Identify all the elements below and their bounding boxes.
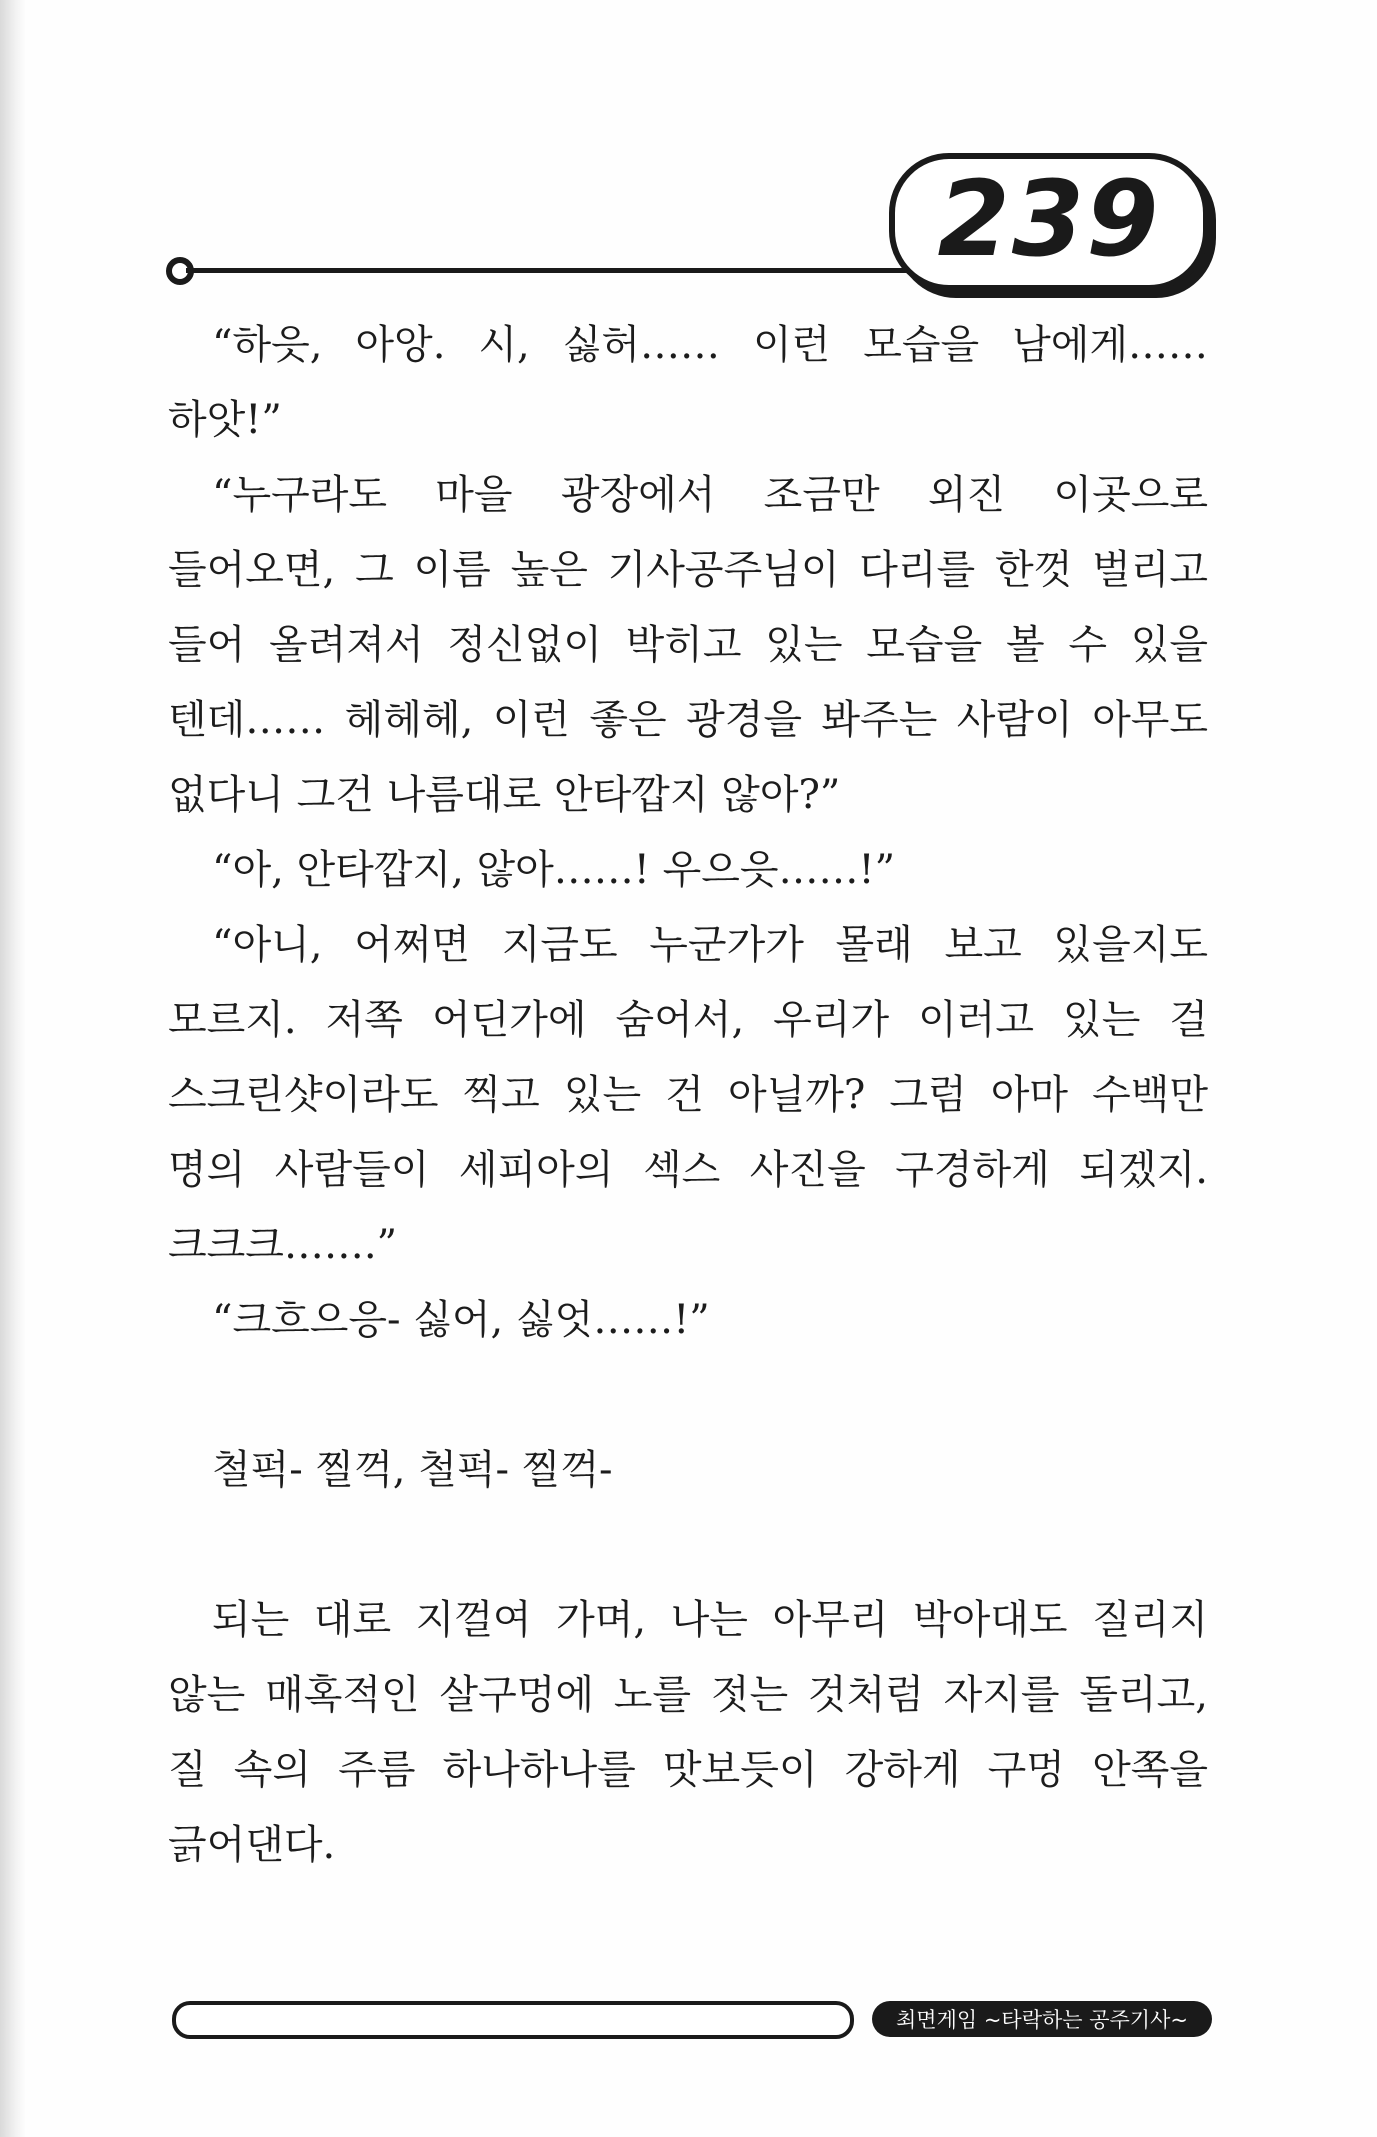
body-text (168, 308, 1208, 1883)
header-rule (186, 268, 916, 273)
sound-effect-line: 철퍽- 찔꺽, 철퍽- 찔꺽- (212, 1447, 613, 1493)
book-title: 최면게임 ~타락하는 공주기사~ (896, 2008, 1188, 2032)
paragraph: “하읏, 아앙. 시, 싫허…… 이런 모습을 남에게…… 하앗!” (168, 322, 1208, 443)
footer-title-badge (872, 2001, 1212, 2037)
paragraph: “아니, 어쩌면 지금도 누군가가 몰래 보고 있을지도 모르지. 저쪽 어딘가에 숨어서, 우리가 이러고 있는 걸 스크린샷이라도 찍고 있는 건 아닐까? 그럼 아마 수백만 명의 사람들이 세피아의 섹스 사진을 구경하게 되겠지. 크크크…….” (168, 922, 1208, 1268)
paragraph: 되는 대로 지껄여 가며, 나는 아무리 박아대도 질리지 않는 매혹적인 살구멍에 노를 젓는 것처럼 자지를 돌리고, 질 속의 주름 하나하나를 맛보듯이 강하게 구멍 안쪽을 긁어댄다. (168, 1597, 1208, 1868)
paragraph: “크흐으응- 싫어, 싫엇……!” (212, 1297, 710, 1343)
footer-rule (172, 2001, 854, 2039)
paragraph: “누구라도 마을 광장에서 조금만 외진 이곳으로 들어오면, 그 이름 높은 기사공주님이 다리를 한껏 벌리고 들어 올려져서 정신없이 박히고 있는 모습을 볼 수 있을 텐데…… 헤헤헤, 이런 좋은 광경을 봐주는 사람이 아무도 없다니 그건 나름대로 안타깝지 않아?” (168, 472, 1208, 818)
page-number: 239 (937, 158, 1161, 280)
paragraph: “아, 안타깝지, 않아……! 우으읏……!” (212, 847, 896, 893)
page-gutter-shadow (0, 0, 26, 2137)
page-number-badge (889, 153, 1209, 291)
